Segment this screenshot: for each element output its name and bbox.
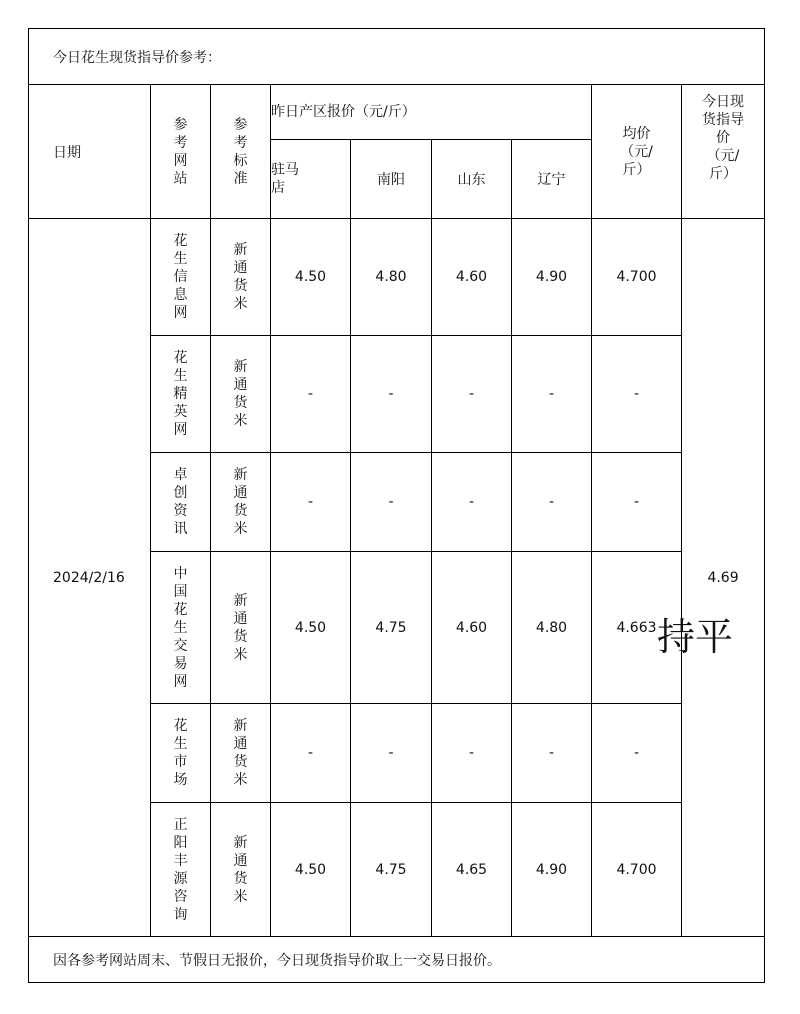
header-region-group: 昨日产区报价（元/斤） [271,85,592,140]
ref-standard: 新通货米 [233,467,248,537]
price-nanyang: - [351,453,432,552]
price-shandong: - [432,704,512,803]
price-avg: - [592,453,682,552]
ref-standard-cell [211,219,271,336]
price-avg: - [592,704,682,803]
table-row [29,219,765,336]
ref-standard-cell [211,803,271,937]
price-guide-table [28,28,765,983]
ref-standard-cell [211,453,271,552]
footer-note: 因各参考网站周末、节假日无报价，今日现货指导价取上一交易日报价。 [29,937,765,983]
price-zhumadian: - [271,704,351,803]
header-today-guide-cell [682,85,765,219]
ref-standard: 新通货米 [233,834,248,905]
ref-site-cell [151,453,211,552]
ref-standard: 新通货米 [233,592,248,663]
date-value: 2024/2/16 [29,219,151,937]
ref-site: 中国花生交易网 [173,565,188,690]
header-avg-cell [592,85,682,219]
header-date: 日期 [29,85,151,219]
ref-standard-cell [211,552,271,704]
ref-standard-cell [211,336,271,453]
ref-site-cell [151,803,211,937]
price-shandong: 4.65 [432,803,512,937]
price-shandong: 4.60 [432,219,512,336]
ref-site-cell [151,552,211,704]
price-liaoning: 4.80 [512,552,592,704]
price-liaoning: 4.90 [512,803,592,937]
ref-site-cell [151,336,211,453]
header-ref-standard-cell [211,85,271,219]
price-liaoning: - [512,336,592,453]
ref-site-cell [151,219,211,336]
price-shandong: 4.60 [432,552,512,704]
header-avg: 均价（元/斤） [620,125,653,178]
header-region-liaoning: 辽宁 [512,140,592,219]
price-liaoning: - [512,704,592,803]
price-nanyang: - [351,704,432,803]
notice-title: 今日花生现货指导价参考： [29,29,765,85]
price-zhumadian: 4.50 [271,552,351,704]
footer-row [29,937,765,983]
price-shandong: - [432,336,512,453]
header-region-zhumadian-cell [271,140,351,219]
ref-standard: 新通货米 [233,718,248,788]
header-ref-site: 参考网站 [173,116,188,187]
today-guide-value: 4.69 [682,219,765,937]
price-nanyang: 4.75 [351,803,432,937]
ref-site: 正阳丰源咨询 [173,816,188,923]
header-today-guide: 今日现货指导价（元/斤） [702,94,745,182]
header-region-nanyang: 南阳 [351,140,432,219]
price-avg: - [592,336,682,453]
ref-site: 花生精英网 [173,350,188,438]
header-region-zhumadian: 驻马店 [271,162,299,196]
header-ref-site-cell [151,85,211,219]
notice-row [29,29,765,85]
ref-site-cell [151,704,211,803]
header-row-1 [29,85,765,140]
ref-site: 卓创资讯 [173,467,188,537]
price-avg: 4.700 [592,803,682,937]
ref-site: 花生信息网 [173,233,188,321]
price-nanyang: 4.75 [351,552,432,704]
price-avg: 4.663 [592,552,682,704]
header-region-shandong: 山东 [432,140,512,219]
price-liaoning: 4.90 [512,219,592,336]
price-zhumadian: - [271,336,351,453]
price-zhumadian: - [271,453,351,552]
price-liaoning: - [512,453,592,552]
price-nanyang: 4.80 [351,219,432,336]
ref-standard: 新通货米 [233,242,248,312]
ref-standard: 新通货米 [233,359,248,429]
price-avg: 4.700 [592,219,682,336]
ref-site: 花生市场 [173,718,188,788]
price-nanyang: - [351,336,432,453]
header-ref-standard: 参考标准 [233,116,248,187]
ref-standard-cell [211,704,271,803]
price-zhumadian: 4.50 [271,803,351,937]
price-shandong: - [432,453,512,552]
trend-stamp: 持平 [657,615,734,659]
price-zhumadian: 4.50 [271,219,351,336]
